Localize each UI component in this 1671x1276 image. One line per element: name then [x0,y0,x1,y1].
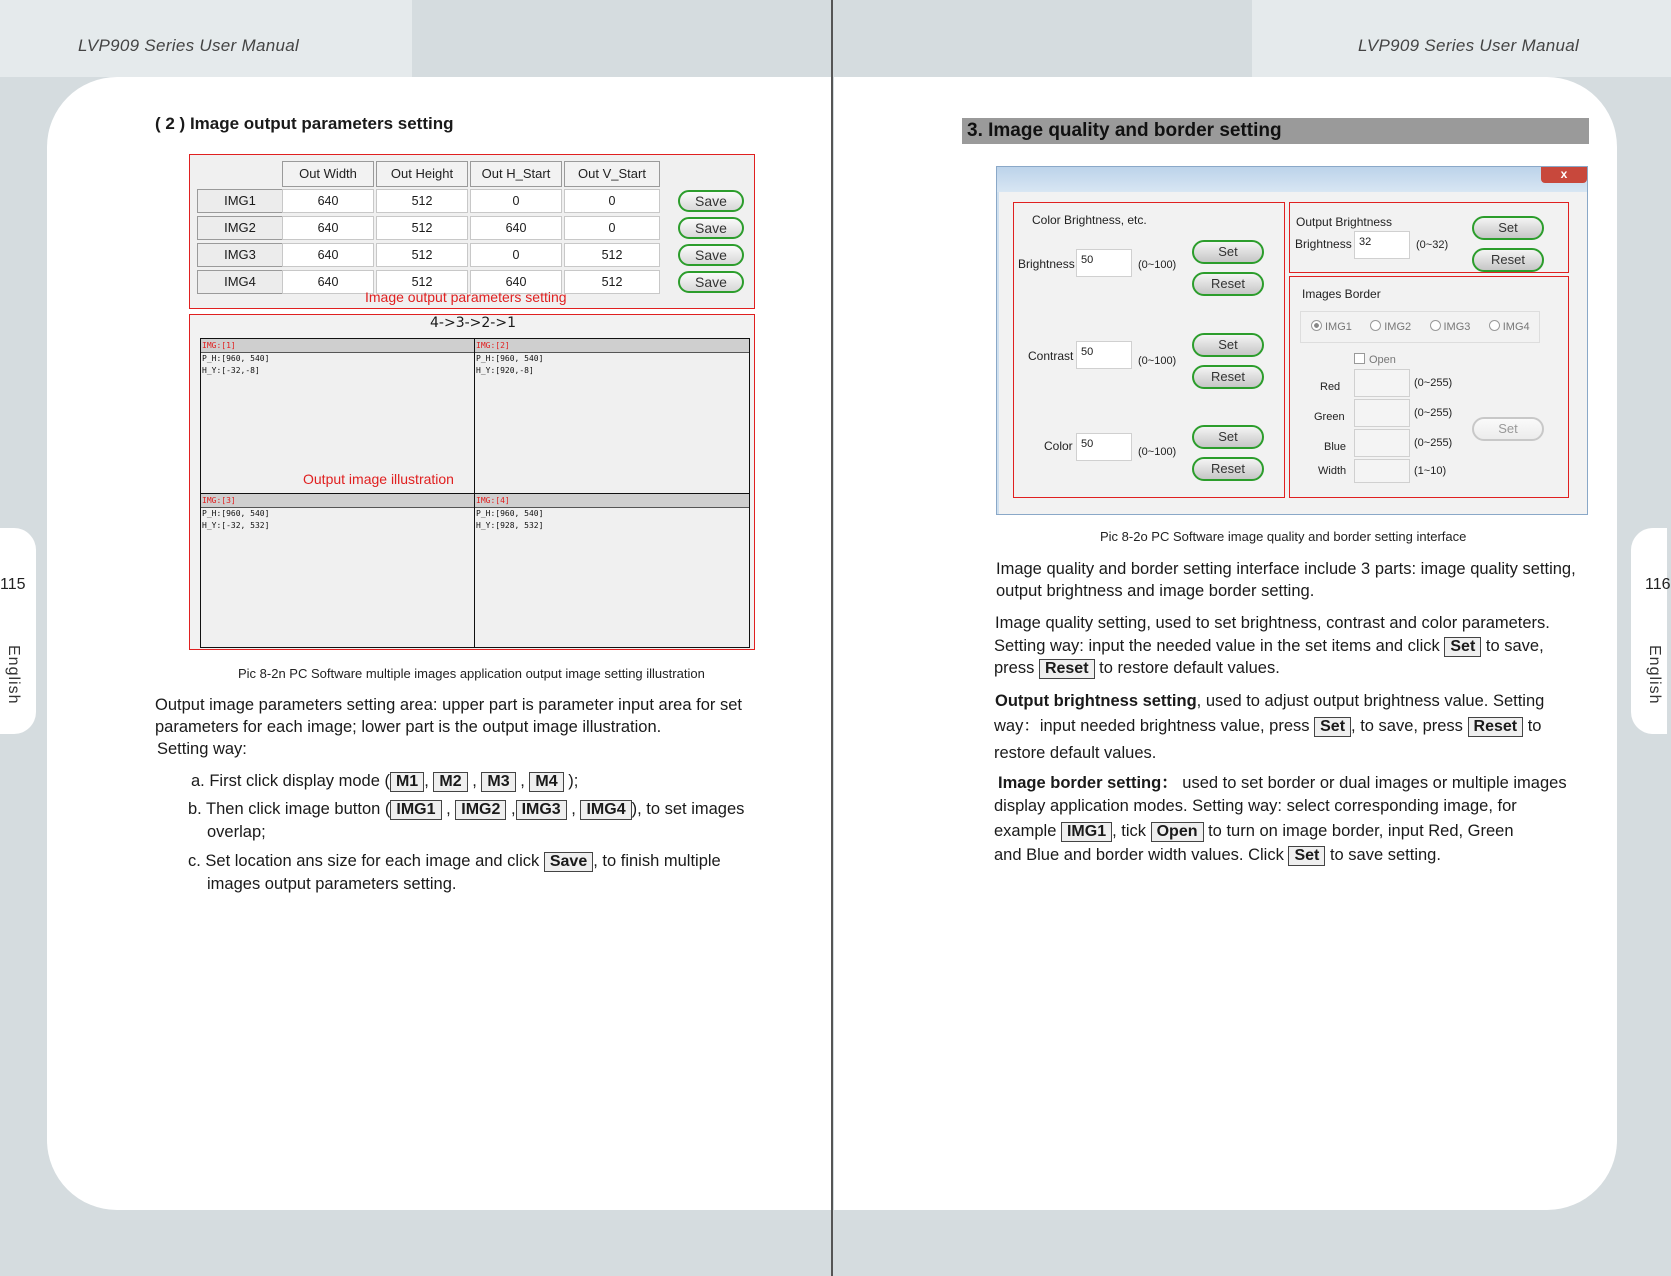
row-img1[interactable]: IMG1 [197,189,283,213]
contrast-reset-button[interactable]: Reset [1192,365,1264,389]
open-checkbox-label: Open [1369,354,1396,366]
red-range: (0~255) [1414,377,1453,389]
right-p3e: restore default values. [994,744,1157,762]
save-button-img1[interactable]: Save [678,190,744,212]
left-side-label: English [5,645,22,705]
step-c-prefix: c. Set location ans size for each image and click [188,852,540,870]
right-p3-bold: Output brightness setting [995,692,1197,710]
quadrant-img3-head: IMG:[3] [201,494,474,508]
green-range: (0~255) [1414,407,1453,419]
right-p3b: way：input needed brightness value, press [994,717,1310,735]
right-p2e: to restore default values. [1099,659,1280,677]
blue-input[interactable] [1354,429,1410,457]
radio-img1-icon [1311,320,1322,331]
img2-key: IMG2 [455,800,506,820]
red-input[interactable] [1354,369,1410,397]
color-input[interactable]: 50 [1076,433,1132,461]
window-titlebar [997,167,1587,192]
right-p4-line3 [994,820,1514,842]
mode-m1-key: M1 [390,772,424,792]
color-group-title: Color Brightness, etc. [1032,213,1147,227]
right-p4-bold: Image border setting： [998,774,1178,792]
cell-img3-vstart[interactable]: 512 [564,243,660,267]
step-a-suffix: ); [568,772,579,790]
reset-key-1: Reset [1039,659,1095,679]
blue-range: (0~255) [1414,437,1453,449]
save-button-img2[interactable]: Save [678,217,744,239]
left-intro: Output image parameters setting area: upper part is parameter input area for set parameters for each image; lower part is the output image illustration. [155,696,742,736]
right-p3d: to [1527,717,1542,735]
save-key: Save [544,852,593,872]
col-out-h-start: Out H_Start [470,161,562,187]
img3-key: IMG3 [516,800,567,820]
left-setting-way: Setting way: [157,740,247,758]
radio-img4-icon [1489,320,1500,331]
green-input[interactable] [1354,399,1410,427]
window-body [999,192,1587,514]
right-p2b-line [994,635,1544,657]
step-c [188,850,721,872]
right-p2d-line [994,657,1280,679]
radio-img1[interactable] [1311,321,1352,333]
right-side-label: English [1646,645,1663,705]
cell-img4-vstart[interactable]: 512 [564,270,660,294]
col-out-v-start: Out V_Start [564,161,660,187]
reset-key-2: Reset [1468,717,1524,737]
quadrant-img2-head: IMG:[2] [475,339,749,353]
brightness-input[interactable]: 50 [1076,249,1132,277]
img1-key: IMG1 [390,800,441,820]
row-img2[interactable]: IMG2 [197,216,283,240]
open-checkbox-box [1354,353,1365,364]
right-p1: Image quality and border setting interface include 3 parts: image quality setting, output brightness and image border setting. [996,560,1576,600]
cell-img1-height[interactable]: 512 [376,189,468,213]
cell-img2-height[interactable]: 512 [376,216,468,240]
book-spine [831,0,833,1276]
cell-img2-vstart[interactable]: 0 [564,216,660,240]
output-brightness-title: Output Brightness [1296,215,1393,229]
quadrant-img3-size: P_H:[960, 540] [202,509,270,518]
red-label: Red [1320,381,1341,393]
quadrant-img3 [200,493,475,648]
radio-img3[interactable] [1430,321,1471,333]
col-out-height: Out Height [376,161,468,187]
set-key-2: Set [1314,717,1351,737]
cell-img1-hstart[interactable]: 0 [470,189,562,213]
step-b-cont: overlap; [207,823,266,841]
right-p3c: , to save, press [1351,717,1463,735]
quadrant-img1-head: IMG:[1] [201,339,474,353]
image-quality-screenshot [996,166,1588,515]
cell-img3-width[interactable]: 640 [282,243,374,267]
right-section-title: 3. Image quality and border setting [962,118,1589,144]
cell-img1-width[interactable]: 640 [282,189,374,213]
step-c-cont: images output parameters setting. [207,875,457,893]
output-brightness-label: Brightness [1295,237,1352,251]
right-p4g: to save setting. [1329,846,1441,864]
border-set-button[interactable]: Set [1472,417,1544,441]
image-radio-group [1300,311,1540,343]
right-p3a: , used to adjust output brightness value. Setting [1196,692,1545,710]
quadrant-img1-pos: H_Y:[-32,-8] [202,366,260,375]
step-a-prefix: a. First click display mode ( [191,772,390,790]
right-p3-line2 [994,715,1541,737]
right-p4b: display application modes. Setting way: select corresponding image, for [994,797,1517,815]
right-page-number: 116 [1645,576,1671,593]
radio-img4[interactable] [1489,321,1530,333]
output-brightness-reset-button[interactable]: Reset [1472,248,1544,272]
cell-img1-vstart[interactable]: 0 [564,189,660,213]
brightness-label: Brightness [1018,257,1075,271]
close-icon[interactable]: x [1541,167,1587,183]
step-b-suffix: ), to set images [631,800,745,818]
step-b-prefix: b. Then click image button ( [188,800,391,818]
color-range: (0~100) [1138,446,1177,458]
quadrant-img2-pos: H_Y:[920,-8] [476,366,534,375]
cell-img4-width[interactable]: 640 [282,270,374,294]
output-brightness-input[interactable]: 32 [1354,231,1410,259]
output-params-red-label: Image output parameters setting [365,289,567,305]
step-a: a. First click display mode ( M1 , M2 , M3 , M4 ); [191,772,579,790]
blue-label: Blue [1324,441,1347,453]
contrast-input[interactable]: 50 [1076,341,1132,369]
cell-img2-width[interactable]: 640 [282,216,374,240]
quadrant-img4 [474,493,750,648]
mode-m3-key: M3 [481,772,515,792]
cell-img3-hstart[interactable]: 0 [470,243,562,267]
row-img3[interactable]: IMG3 [197,243,283,267]
radio-img3-label: IMG3 [1443,321,1471,333]
left-section-title: ( 2 ) Image output parameters setting [155,114,454,133]
step-b: b. Then click image button ( IMG1 , IMG2 , IMG3 , IMG4 ), to set images [188,800,745,818]
images-border-title: Images Border [1302,287,1381,301]
right-p3-line1 [995,690,1544,712]
radio-img4-label: IMG4 [1502,321,1530,333]
row-img4[interactable]: IMG4 [197,270,283,294]
width-range: (1~10) [1414,465,1447,477]
left-header-title: LVP909 Series User Manual [78,36,300,55]
quadrant-img1-size: P_H:[960, 540] [202,354,270,363]
images-border-box [1289,276,1569,498]
right-p2b: Setting way: input the needed value in the set items and click [994,637,1440,655]
quadrant-img4-pos: H_Y:[928, 532] [476,521,544,530]
radio-img2-icon [1370,320,1381,331]
quadrant-img4-size: P_H:[960, 540] [476,509,544,518]
green-label: Green [1314,411,1345,423]
width-input[interactable] [1354,459,1410,483]
mode-m4-key: M4 [529,772,563,792]
cell-img2-hstart[interactable]: 640 [470,216,562,240]
color-reset-button[interactable]: Reset [1192,457,1264,481]
step-c-suffix: , to finish multiple [593,852,721,870]
quadrant-img4-head: IMG:[4] [475,494,749,508]
output-illustration-screenshot [189,314,755,650]
right-p4-line4 [994,844,1441,866]
brightness-set-button[interactable]: Set [1192,240,1264,264]
right-p2a: Image quality setting, used to set brightness, contrast and color parameters. [995,614,1550,632]
cell-img4-hstart[interactable]: 640 [470,270,562,294]
right-p4a: used to set border or dual images or multiple images [1177,774,1567,792]
overlap-order: 4->3->2->1 [430,315,516,331]
brightness-reset-button[interactable]: Reset [1192,272,1264,296]
open-key: Open [1151,822,1204,842]
mode-m2-key: M2 [433,772,467,792]
illustration-red-label: Output image illustration [303,471,454,487]
output-brightness-set-button[interactable]: Set [1472,216,1544,240]
contrast-label: Contrast [1028,349,1074,363]
contrast-range: (0~100) [1138,355,1177,367]
quadrant-img3-pos: H_Y:[-32, 532] [202,521,270,530]
set-key-1: Set [1444,637,1481,657]
right-p4e: to turn on image border, input Red, Green [1208,822,1514,840]
right-p2d: press [994,659,1035,677]
radio-img2[interactable] [1370,321,1411,333]
output-brightness-range: (0~32) [1416,239,1449,251]
radio-img2-label: IMG2 [1384,321,1412,333]
left-page-number: 115 [0,576,26,593]
img4-key: IMG4 [580,800,631,820]
left-caption: Pic 8-2n PC Software multiple images application output image setting illustration [238,666,705,681]
contrast-set-button[interactable]: Set [1192,333,1264,357]
right-p4d: , tick [1112,822,1147,840]
radio-img1-label: IMG1 [1325,321,1352,333]
color-group-box [1013,202,1285,498]
right-caption: Pic 8-2o PC Software image quality and border setting interface [1100,529,1467,544]
cell-img4-height[interactable]: 512 [376,270,468,294]
right-p2c: to save, [1485,637,1544,655]
right-header-title: LVP909 Series User Manual [1358,36,1580,55]
brightness-range: (0~100) [1138,259,1177,271]
right-p4c: example [994,822,1057,840]
color-label: Color [1044,439,1073,453]
save-button-img3[interactable]: Save [678,244,744,266]
output-params-screenshot [189,154,755,309]
save-button-img4[interactable]: Save [678,271,744,293]
output-brightness-box [1289,202,1569,273]
quadrant-img2 [474,338,750,494]
col-out-width: Out Width [282,161,374,187]
open-checkbox[interactable] [1354,353,1396,366]
radio-img3-icon [1430,320,1441,331]
color-set-button[interactable]: Set [1192,425,1264,449]
right-p4f: and Blue and border width values. Click [994,846,1284,864]
cell-img3-height[interactable]: 512 [376,243,468,267]
right-p4-line1 [998,772,1567,794]
quadrant-img2-size: P_H:[960, 540] [476,354,544,363]
width-label: Width [1318,465,1347,477]
set-key-3: Set [1288,846,1325,866]
img1-key-right: IMG1 [1061,822,1112,842]
